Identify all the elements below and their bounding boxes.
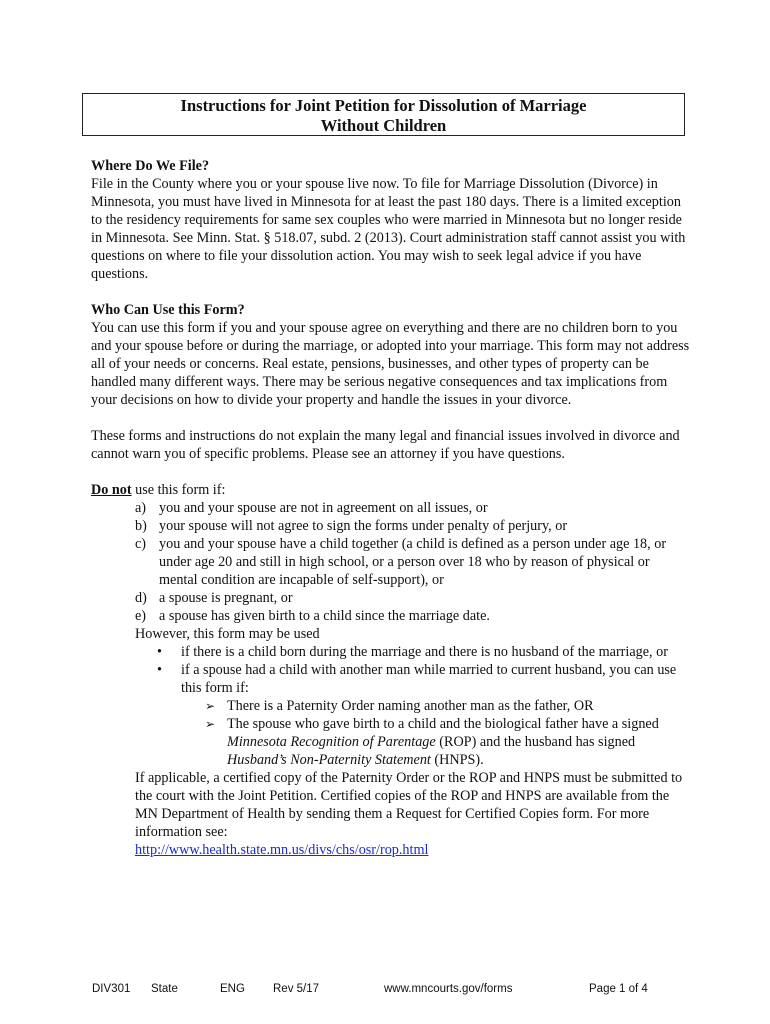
bullet-item (91, 661, 691, 697)
list-item (91, 535, 691, 589)
footer-language: ENG (220, 983, 245, 995)
bullet-icon: • (157, 644, 162, 660)
list-marker: c) (135, 536, 147, 552)
arrow-text: There is a Paternity Order naming another man as the father, OR (227, 698, 594, 714)
bullet-item (91, 643, 691, 661)
do-not-lead (91, 481, 691, 499)
arrow-item (91, 697, 691, 715)
footer-revision: Rev 5/17 (273, 983, 320, 995)
list-item-text: a spouse has given birth to a child since the marriage date. (159, 608, 490, 624)
arrow-bullet-icon: ➢ (205, 717, 216, 731)
who-heading: Who Can Use this Form? (91, 302, 245, 318)
where-body: File in the County where you or your spouse live now. To file for Marriage Dissolution (Divorce) in Minnesota, you must have lived in Minnesota for at least the past 180 days. There is a limited exception to the residency requirements for same sex couples who were married in Minnesota but no longer reside in Minnesota. See Minn. Stat. § 518.07, subd. 2 (2013). Court administration staff cannot assist you with questions on where to file your dissolution action. You may wish to seek legal advice if you have questions. (91, 176, 686, 282)
document-title-box (82, 93, 685, 136)
list-marker: e) (135, 608, 147, 624)
document-title-line2: Without Children (320, 116, 447, 135)
bullet-text: if a spouse had a child with another man while married to current husband, you can use this form if: (181, 662, 677, 696)
bullet-icon: • (157, 662, 162, 678)
list-item-text: your spouse will not agree to sign the forms under penalty of perjury, or (159, 518, 568, 534)
list-item-text: you and your spouse have a child together (a child is defined as a person under age 18, or under age 20 and still in high school, or a person over 18 who by reason of physical or mental condition are incapable of self-support), or (159, 536, 667, 588)
list-marker: b) (135, 518, 147, 534)
arrow-text-part3: (HNPS). (430, 752, 484, 768)
rop-link[interactable]: http://www.health.state.mn.us/divs/chs/osr/rop.html (135, 842, 429, 858)
footer-page-number: Page 1 of 4 (589, 983, 648, 995)
list-item (91, 499, 691, 517)
list-item (91, 607, 691, 625)
footer-form-id: DIV301 (92, 983, 131, 995)
applicable-paragraph: If applicable, a certified copy of the Paternity Order or the ROP and HNPS must be submitted to the court with the Joint Petition. Certified copies of the ROP and HNPS are available from the MN Department of Health by sending them a Request for Certified Copies form. For more information see: (135, 770, 683, 840)
list-item-text: you and your spouse are not in agreement on all issues, or (159, 500, 488, 516)
do-not-list (91, 499, 691, 625)
footer-url: www.mncourts.gov/forms (384, 983, 513, 995)
arrow-text-part1: The spouse who gave birth to a child and the biological father have a signed (227, 716, 659, 732)
footer-state: State (151, 983, 178, 995)
however-line: However, this form may be used (135, 626, 320, 642)
list-item (91, 589, 691, 607)
arrow-item (91, 715, 691, 769)
rop-title: Minnesota Recognition of Parentage (227, 734, 436, 750)
where-heading: Where Do We File? (91, 158, 210, 174)
document-title-line1: Instructions for Joint Petition for Dissolution of Marriage (180, 96, 587, 115)
do-not-lead-rest: use this form if: (131, 482, 226, 498)
arrow-text-part2: (ROP) and the husband has signed (435, 734, 636, 750)
list-item (91, 517, 691, 535)
document-body (91, 157, 691, 859)
disclaimer-paragraph: These forms and instructions do not explain the many legal and financial issues involved in divorce and cannot warn you of specific problems. Please see an attorney if you have questions. (91, 428, 680, 462)
list-item-text: a spouse is pregnant, or (159, 590, 293, 606)
bullet-text: if there is a child born during the marriage and there is no husband of the marriage, or (181, 644, 668, 660)
list-marker: d) (135, 590, 147, 606)
arrow-bullet-icon: ➢ (205, 699, 216, 713)
list-marker: a) (135, 500, 147, 516)
who-body: You can use this form if you and your spouse agree on everything and there are no children born to you and your spouse before or during the marriage, or adopted into your marriage. This form may not address all of your needs or concerns. Real estate, pensions, businesses, and other types of property can be handled many different ways. There may be serious negative consequences and tax implications from your decisions on how to divide your property and handle the issues in your divorce. (91, 320, 690, 408)
do-not-emphasis: Do not (91, 482, 132, 498)
rop-link-line (91, 841, 691, 859)
hnps-title: Husband’s Non-Paternity Statement (227, 752, 431, 768)
